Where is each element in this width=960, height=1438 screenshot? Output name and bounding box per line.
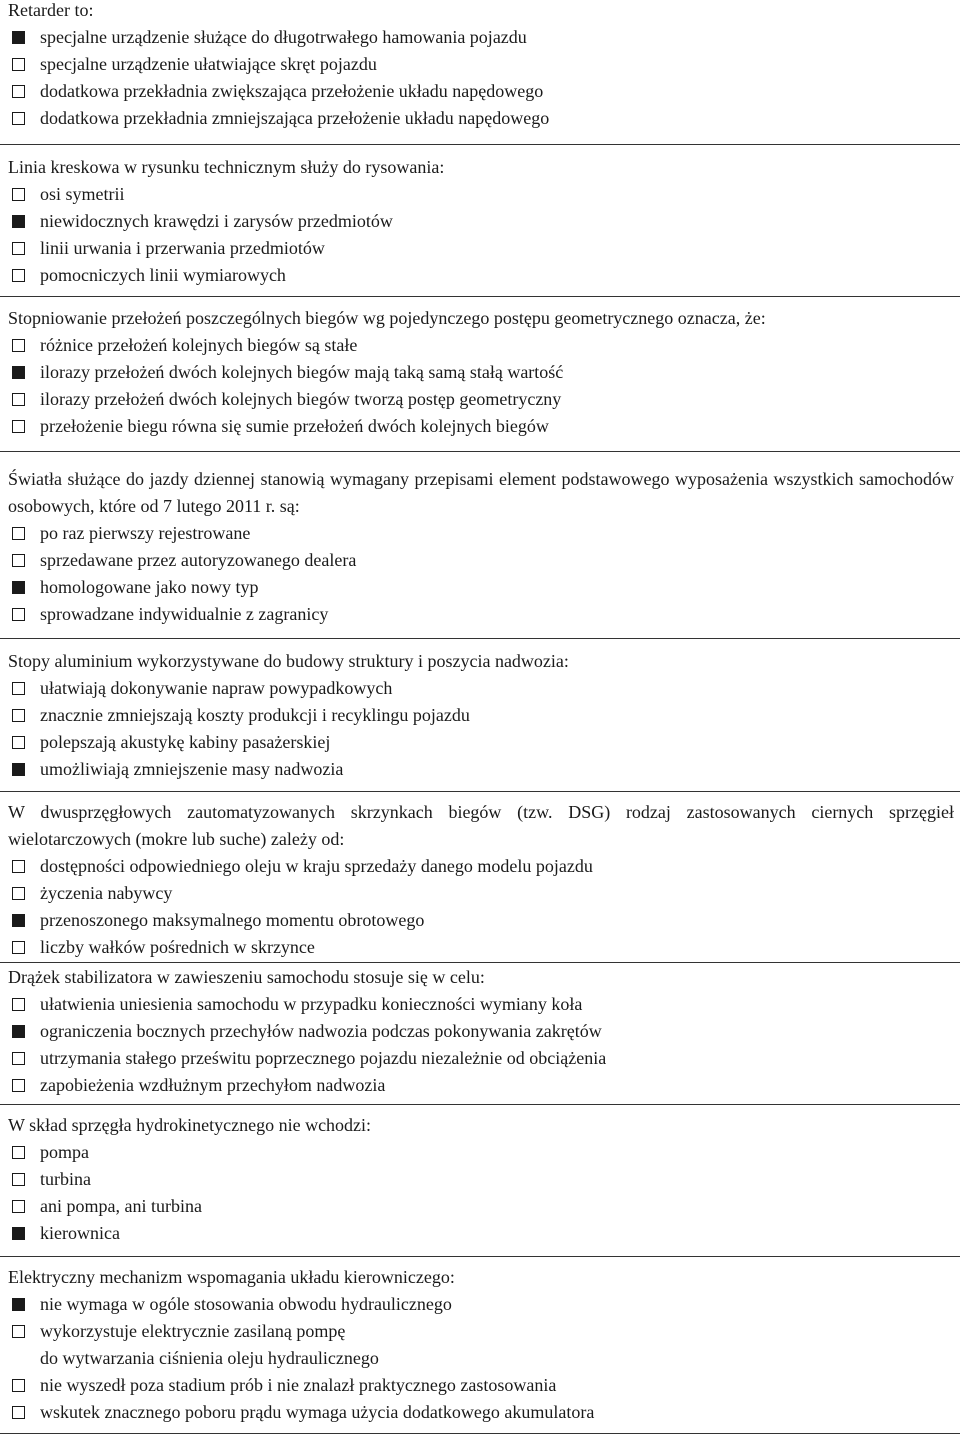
checkbox-icon[interactable] [12, 420, 25, 433]
checkbox-icon[interactable] [12, 1379, 25, 1392]
answer-label: dostępności odpowiedniego oleju w kraju sprzedaży danego modelu pojazdu [40, 856, 593, 876]
answer-option[interactable] [8, 78, 956, 105]
answer-option[interactable] [8, 262, 956, 289]
answer-label: utrzymania stałego prześwitu poprzecznego pojazdu niezależnie od obciążenia [40, 1048, 607, 1068]
answer-label: dodatkowa przekładnia zwiększająca przełożenie układu napędowego [40, 81, 544, 101]
answer-label: homologowane jako nowy typ [40, 577, 259, 597]
answer-option[interactable] [8, 991, 956, 1018]
answer-option[interactable] [8, 1291, 956, 1318]
question-text: Retarder to: [8, 0, 94, 20]
checkbox-icon[interactable] [12, 1406, 25, 1419]
answer-option[interactable] [8, 934, 956, 961]
answer-option[interactable] [8, 1220, 956, 1247]
answer-option[interactable] [8, 574, 956, 601]
answer-label: linii urwania i przerwania przedmiotów [40, 238, 325, 258]
checkbox-icon[interactable] [12, 581, 25, 594]
checkbox-icon[interactable] [12, 339, 25, 352]
checkbox-icon[interactable] [12, 709, 25, 722]
answer-option[interactable] [8, 332, 956, 359]
answer-label: ograniczenia bocznych przechyłów nadwozia podczas pokonywania zakrętów [40, 1021, 602, 1041]
answer-label: sprzedawane przez autoryzowanego dealera [40, 550, 357, 570]
answer-option[interactable] [8, 413, 956, 440]
question-9 [0, 1256, 960, 1426]
checkbox-icon[interactable] [12, 269, 25, 282]
question-text: Linia kreskowa w rysunku technicznym służy do rysowania: [8, 157, 445, 177]
answer-option[interactable] [8, 359, 956, 386]
answer-label: pompa [40, 1142, 89, 1162]
checkbox-icon[interactable] [12, 998, 25, 1011]
answer-label: wykorzystuje elektrycznie zasilaną pompę [40, 1321, 346, 1341]
answer-label: polepszają akustykę kabiny pasażerskiej [40, 732, 331, 752]
answer-label: sprowadzane indywidualnie z zagranicy [40, 604, 329, 624]
answer-label: ułatwienia uniesienia samochodu w przypadku konieczności wymiany koła [40, 994, 583, 1014]
answer-label: turbina [40, 1169, 91, 1189]
checkbox-icon[interactable] [12, 58, 25, 71]
answer-option[interactable] [8, 853, 956, 880]
question-text: Drążek stabilizatora w zawieszeniu samochodu stosuje się w celu: [8, 967, 485, 987]
checkbox-icon[interactable] [12, 242, 25, 255]
answer-option[interactable] [8, 181, 956, 208]
answer-option[interactable] [8, 1193, 956, 1220]
checkbox-icon[interactable] [12, 1052, 25, 1065]
answer-option[interactable] [8, 1318, 956, 1345]
answer-label: ilorazy przełożeń dwóch kolejnych biegów tworzą postęp geometryczny [40, 389, 562, 409]
question-6 [0, 791, 960, 961]
question-8 [0, 1104, 960, 1247]
question-7 [0, 962, 960, 1099]
answer-option[interactable] [8, 235, 956, 262]
question-3 [0, 296, 960, 440]
answer-label: ani pompa, ani turbina [40, 1196, 202, 1216]
question-text: W skład sprzęgła hydrokinetycznego nie wchodzi: [8, 1115, 372, 1135]
answer-option[interactable] [8, 105, 956, 132]
answer-option[interactable] [8, 702, 956, 729]
answer-label: nie wymaga w ogóle stosowania obwodu hydraulicznego [40, 1294, 452, 1314]
question-2 [0, 144, 960, 289]
answer-label: umożliwiają zmniejszenie masy nadwozia [40, 759, 344, 779]
checkbox-icon[interactable] [12, 31, 25, 44]
answer-option[interactable] [8, 520, 956, 547]
bottom-divider [0, 1433, 960, 1434]
answer-option[interactable] [8, 729, 956, 756]
checkbox-icon[interactable] [12, 682, 25, 695]
answer-label: wskutek znacznego poboru prądu wymaga użycia dodatkowego akumulatora [40, 1402, 595, 1422]
answer-option[interactable] [8, 1139, 956, 1166]
answer-option[interactable] [8, 547, 956, 574]
answer-label: osi symetrii [40, 184, 125, 204]
answer-option[interactable] [8, 51, 956, 78]
checkbox-icon[interactable] [12, 763, 25, 776]
checkbox-icon[interactable] [12, 941, 25, 954]
answer-option[interactable] [8, 756, 956, 783]
checkbox-icon[interactable] [12, 860, 25, 873]
answer-label: niewidocznych krawędzi i zarysów przedmiotów [40, 211, 393, 231]
question-text: W dwusprzęgłowych zautomatyzowanych skrzynkach biegów (tzw. DSG) rodzaj zastosowanych ciernych sprzęgieł wielotarczowych (mokre lub suche) zależy od: [8, 802, 954, 849]
question-text: Stopy aluminium wykorzystywane do budowy struktury i poszycia nadwozia: [8, 651, 569, 671]
question-text: Światła służące do jazdy dziennej stanowią wymagany przepisami element podstawowego wyposażenia wszystkich samochodów osobowych, które od 7 lutego 2011 r. są: [8, 469, 954, 516]
answer-option[interactable] [8, 907, 956, 934]
answer-label: ilorazy przełożeń dwóch kolejnych biegów mają taką samą stałą wartość [40, 362, 564, 382]
answer-label: do wytwarzania ciśnienia oleju hydraulicznego [40, 1348, 379, 1368]
checkbox-icon[interactable] [12, 608, 25, 621]
question-5 [0, 638, 960, 783]
answer-option[interactable] [8, 880, 956, 907]
answer-label: życzenia nabywcy [40, 883, 173, 903]
question-text: Elektryczny mechanizm wspomagania układu kierowniczego: [8, 1267, 455, 1287]
answer-label: specjalne urządzenie służące do długotrwałego hamowania pojazdu [40, 27, 527, 47]
question-text: Stopniowanie przełożeń poszczególnych biegów wg pojedynczego postępu geometrycznego oznacza, że: [8, 308, 766, 328]
checkbox-icon[interactable] [12, 554, 25, 567]
checkbox-icon[interactable] [12, 1325, 25, 1338]
checkbox-icon[interactable] [12, 85, 25, 98]
answer-label: specjalne urządzenie ułatwiające skręt pojazdu [40, 54, 377, 74]
answer-label: liczby wałków pośrednich w skrzynce [40, 937, 315, 957]
answer-label: przełożenie biegu równa się sumie przełożeń dwóch kolejnych biegów [40, 416, 549, 436]
checkbox-icon[interactable] [12, 1200, 25, 1213]
answer-label: zapobieżenia wzdłużnym przechyłom nadwozia [40, 1075, 386, 1095]
answer-label: przenoszonego maksymalnego momentu obrotowego [40, 910, 425, 930]
answer-option[interactable] [8, 1045, 956, 1072]
checkbox-icon[interactable] [12, 188, 25, 201]
answer-label: kierownica [40, 1223, 120, 1243]
answer-label: ułatwiają dokonywanie napraw powypadkowych [40, 678, 393, 698]
answer-option[interactable] [8, 675, 956, 702]
answer-option[interactable] [8, 601, 956, 628]
checkbox-icon[interactable] [12, 215, 25, 228]
checkbox-icon[interactable] [12, 1079, 25, 1092]
answer-option-continuation [8, 1345, 956, 1372]
answer-label: różnice przełożeń kolejnych biegów są stałe [40, 335, 358, 355]
answer-option[interactable] [8, 24, 956, 51]
checkbox-icon[interactable] [12, 527, 25, 540]
answer-label: znacznie zmniejszają koszty produkcji i recyklingu pojazdu [40, 705, 470, 725]
answer-option[interactable] [8, 1072, 956, 1099]
checkbox-icon[interactable] [12, 1298, 25, 1311]
checkbox-icon[interactable] [12, 393, 25, 406]
checkbox-icon[interactable] [12, 1227, 25, 1240]
answer-label: po raz pierwszy rejestrowane [40, 523, 251, 543]
answer-option[interactable] [8, 1372, 956, 1399]
checkbox-icon[interactable] [12, 914, 25, 927]
answer-label: nie wyszedł poza stadium prób i nie znalazł praktycznego zastosowania [40, 1375, 557, 1395]
answer-option[interactable] [8, 208, 956, 235]
checkbox-icon[interactable] [12, 736, 25, 749]
checkbox-icon[interactable] [12, 112, 25, 125]
answer-option[interactable] [8, 1399, 956, 1426]
checkbox-icon[interactable] [12, 1173, 25, 1186]
answer-label: pomocniczych linii wymiarowych [40, 265, 286, 285]
answer-option[interactable] [8, 386, 956, 413]
answer-option[interactable] [8, 1166, 956, 1193]
answer-option[interactable] [8, 1018, 956, 1045]
question-1 [0, 0, 960, 132]
checkbox-icon[interactable] [12, 366, 25, 379]
answer-label: dodatkowa przekładnia zmniejszająca przełożenie układu napędowego [40, 108, 550, 128]
checkbox-icon[interactable] [12, 1025, 25, 1038]
checkbox-icon[interactable] [12, 887, 25, 900]
question-4 [0, 451, 960, 628]
checkbox-icon[interactable] [12, 1146, 25, 1159]
